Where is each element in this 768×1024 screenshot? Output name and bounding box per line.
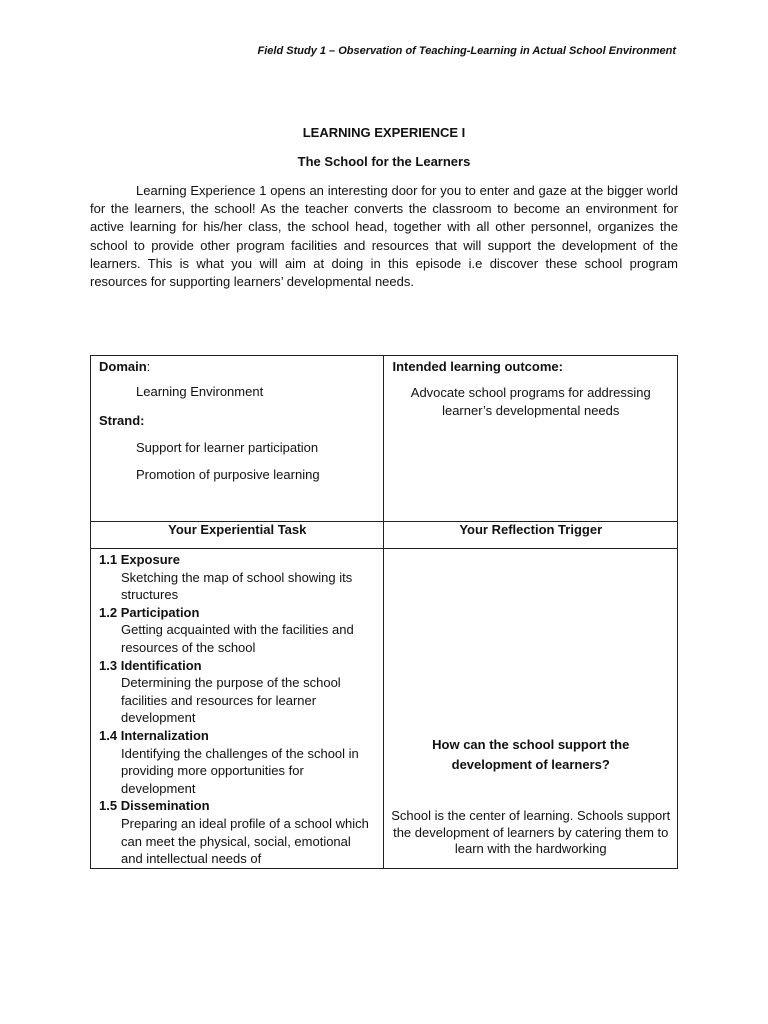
task-number: 1.2 [99,604,118,620]
table-row [91,549,678,869]
task-desc: Getting acquainted with the facilities and resources of the school [121,622,354,655]
task-item [99,797,375,867]
task-name: Dissemination [120,798,210,814]
learning-table [90,355,678,869]
reflection-question: How can the school support the development of learners? [432,737,630,772]
task-item [99,551,375,604]
intro-paragraph: Learning Experience 1 opens an interesting door for you to enter and gaze at the bigger world for the learners, the school! As the teacher converts the classroom to become an environment for active learning for his/her class, the school head, together with all other personnel, organizes the school to provide other program facilities and resources that will support the development of the learners. This is what you will aim at doing in this episode i.e discover these school program resources for supporting learners’ developmental needs. [90,183,678,290]
domain-label: Domain [99,359,147,374]
running-header: Field Study 1 – Observation of Teaching-Learning in Actual School Environment [257,45,676,57]
task-desc: Determining the purpose of the school facilities and resources for learner development [121,675,341,726]
task-item [99,657,375,727]
page-subtitle: The School for the Learners [297,154,471,169]
task-header: Your Experiential Task [91,522,384,549]
page-title: LEARNING EXPERIENCE I [302,125,466,140]
outcome-cell [384,356,678,522]
trigger-cell [384,549,678,869]
outcome-value: Advocate school programs for addressing learner’s developmental needs [410,385,651,418]
task-name: Identification [120,657,202,673]
domain-cell [91,356,384,522]
task-name: Participation [120,604,200,620]
domain-colon: : [146,359,151,374]
task-name: Exposure [120,552,180,567]
task-number: 1.5 [99,798,118,814]
task-number: 1.3 [99,657,118,673]
strand-item: Promotion of purposive learning [136,467,320,482]
strand-item: Support for learner participation [136,440,319,455]
task-number: 1.4 [99,727,118,743]
task-desc: Sketching the map of school showing its structures [121,569,353,603]
task-item [99,604,375,657]
table-row [91,522,678,549]
reflection-answer: School is the center of learning. Schools support the development of learners by catering them to learn with the hardworking [391,808,671,856]
task-item [99,727,375,797]
task-name: Internalization [120,727,209,743]
domain-value: Learning Environment [136,384,264,399]
tasks-cell [91,549,384,869]
task-number: 1.1 [99,552,118,567]
table-row [91,356,678,522]
task-desc: Identifying the challenges of the school in providing more opportunities for development [121,745,359,796]
strand-label: Strand: [99,413,145,428]
outcome-label: Intended learning outcome: [392,359,563,374]
task-desc: Preparing an ideal profile of a school which can meet the physical, social, emotional and intellectual needs of [121,815,369,867]
trigger-header: Your Reflection Trigger [384,522,678,549]
